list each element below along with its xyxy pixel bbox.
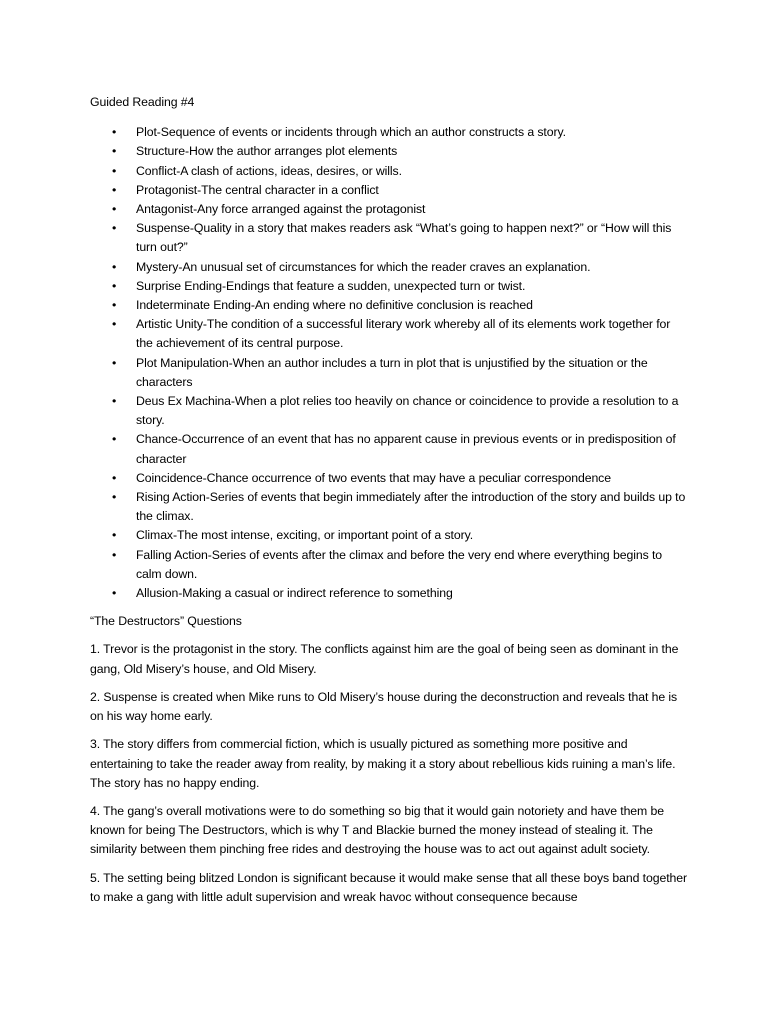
term-coincidence: • Coincidence-Chance occurrence of two events that may have a peculiar correspondence <box>90 469 690 488</box>
terms-list <box>90 123 690 603</box>
term-falling-action: • Falling Action-Series of events after the climax and before the very end where everything begins to calm down. <box>90 546 690 584</box>
term-rising-action: • Rising Action-Series of events that begin immediately after the introduction of the story and builds up to the climax. <box>90 488 690 526</box>
term-allusion: • Allusion-Making a casual or indirect reference to something <box>90 584 690 603</box>
answer-3: 3. The story differs from commercial fiction, which is usually pictured as something more positive and entertaining to take the reader away from reality, by making it a story about rebellious kids ruining a man’s life. The story has no happy ending. <box>90 737 676 790</box>
section-title: “The Destructors” Questions <box>90 614 242 629</box>
document-title: Guided Reading #4 <box>90 95 195 109</box>
document-page <box>90 93 690 916</box>
term-climax: • Climax-The most intense, exciting, or important point of a story. <box>90 526 690 545</box>
term-indeterminate-ending: • Indeterminate Ending-An ending where no definitive conclusion is reached <box>90 296 690 315</box>
term-antagonist: • Antagonist-Any force arranged against the protagonist <box>90 200 690 219</box>
term-chance: • Chance-Occurrence of an event that has no apparent cause in previous events or in predisposition of character <box>90 430 690 468</box>
answer-1: 1. Trevor is the protagonist in the story. The conflicts against him are the goal of being seen as dominant in the gang, Old Misery’s house, and Old Misery. <box>90 642 679 676</box>
term-plot: • Plot-Sequence of events or incidents through which an author constructs a story. <box>90 123 690 142</box>
term-protagonist: • Protagonist-The central character in a conflict <box>90 181 690 200</box>
term-surprise-ending: • Surprise Ending-Endings that feature a sudden, unexpected turn or twist. <box>90 277 690 296</box>
term-deus-ex-machina: • Deus Ex Machina-When a plot relies too heavily on chance or coincidence to provide a resolution to a story. <box>90 392 690 430</box>
answer-2: 2. Suspense is created when Mike runs to Old Misery’s house during the deconstruction and reveals that he is on his way home early. <box>90 689 678 724</box>
term-suspense: • Suspense-Quality in a story that makes readers ask “What’s going to happen next?” or “How will this turn out?” <box>90 219 690 257</box>
term-structure: • Structure-How the author arranges plot elements <box>90 142 690 161</box>
answer-4: 4. The gang’s overall motivations were to do something so big that it would gain notoriety and have them be known for being The Destructors, which is why T and Blackie burned the money instead of stealing it. The similarity between them pinching free rides and destroying the house was to act out against adult society. <box>90 803 664 857</box>
term-plot-manipulation: • Plot Manipulation-When an author includes a turn in plot that is unjustified by the situation or the characters <box>90 354 690 392</box>
answer-5: 5. The setting being blitzed London is significant because it would make sense that all these boys band together to make a gang with little adult supervision and wreak havoc without consequence because <box>90 870 687 904</box>
term-artistic-unity: • Artistic Unity-The condition of a successful literary work whereby all of its elements work together for the achievement of its central purpose. <box>90 315 690 353</box>
term-conflict: • Conflict-A clash of actions, ideas, desires, or wills. <box>90 162 690 181</box>
term-mystery: • Mystery-An unusual set of circumstances for which the reader craves an explanation. <box>90 258 690 277</box>
